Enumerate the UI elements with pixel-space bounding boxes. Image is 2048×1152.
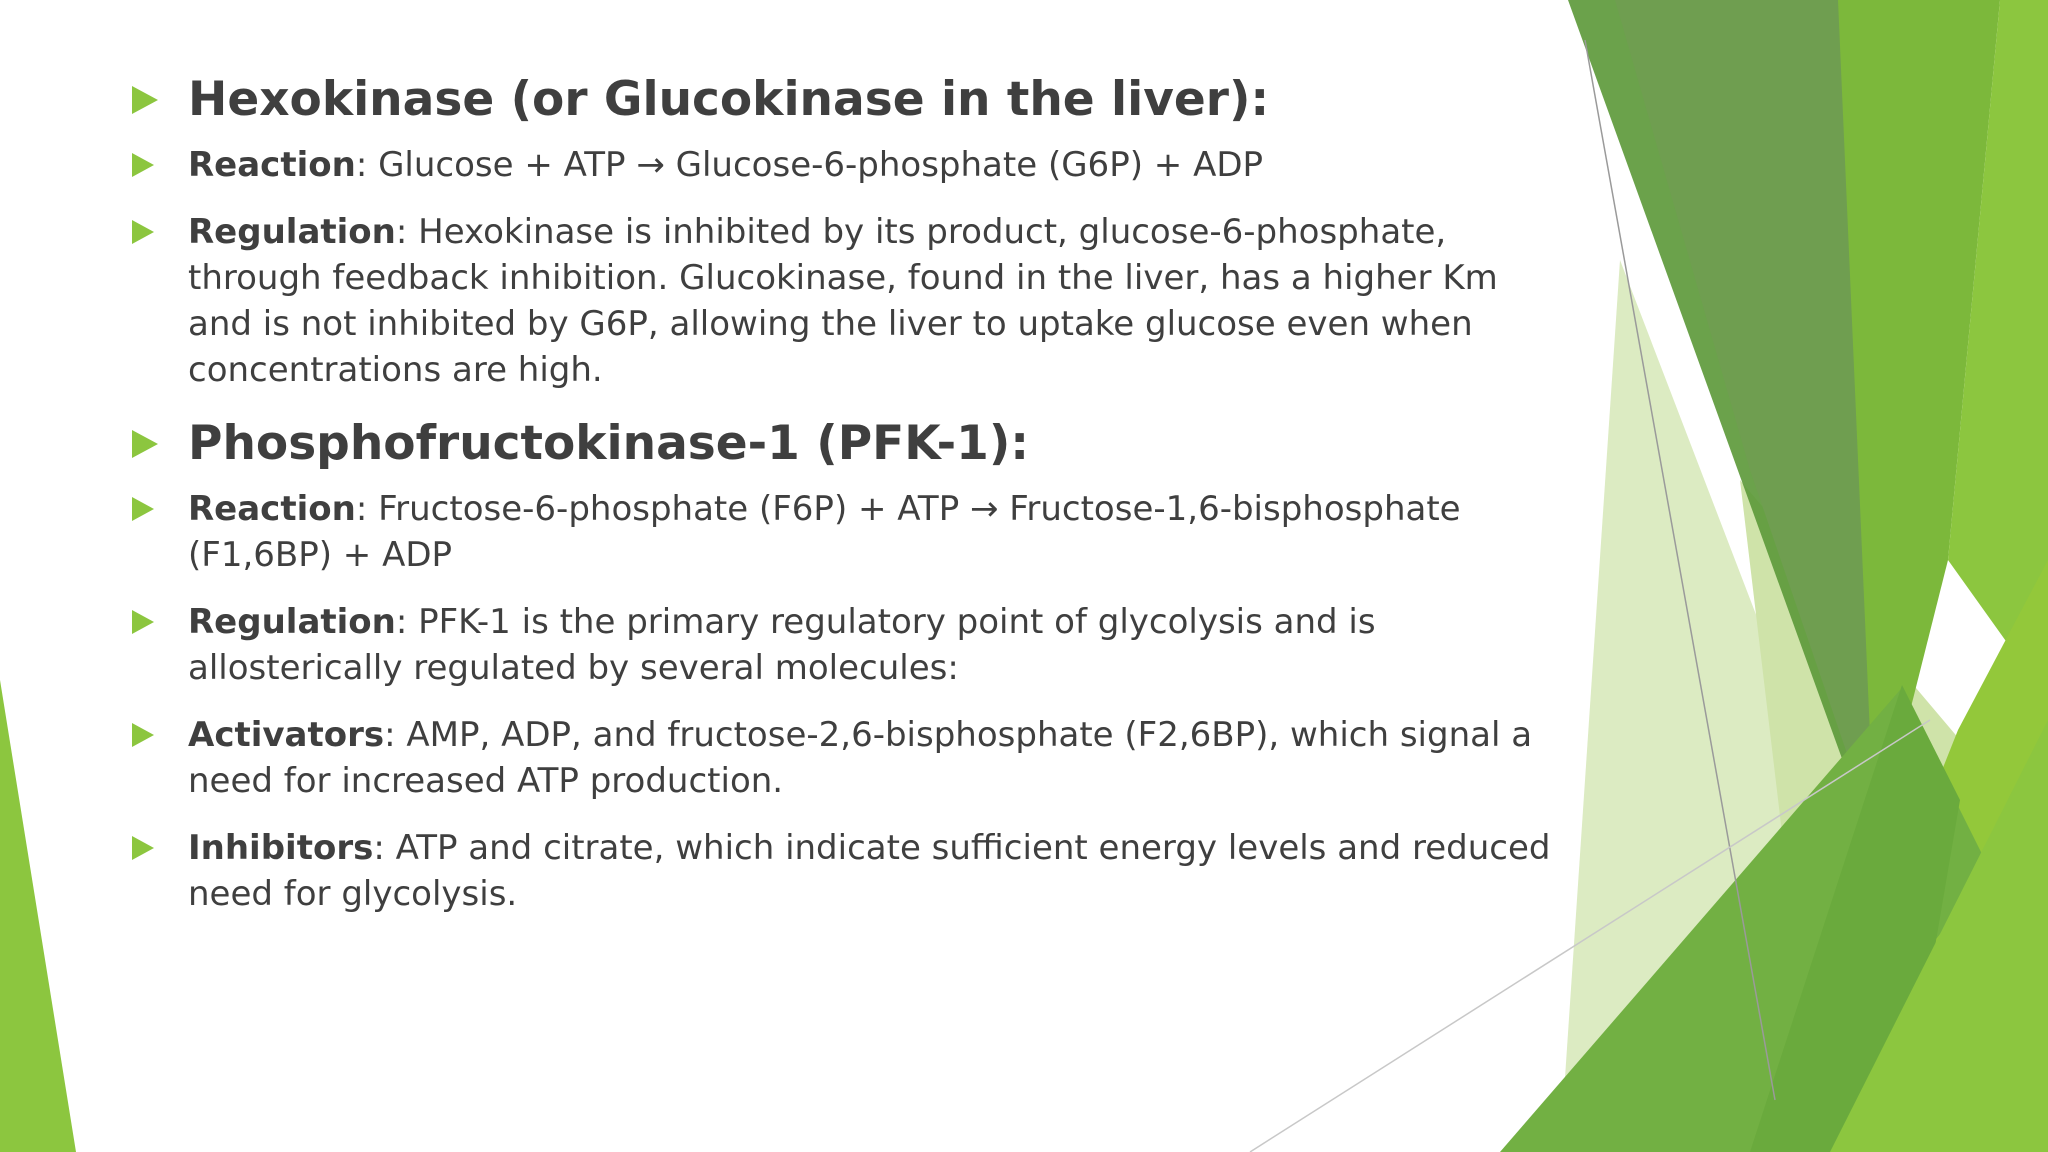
bullet-label: Regulation — [188, 212, 396, 252]
triangle-bullet-icon — [132, 153, 154, 177]
bullet-inhibitors — [132, 825, 1552, 917]
triangle-bullet-icon — [132, 86, 158, 114]
heading-text: Hexokinase (or Glucokinase in the liver): — [188, 72, 1270, 127]
triangle-bullet-icon — [132, 836, 154, 860]
bullet-reaction-pfk1 — [132, 486, 1552, 578]
triangle-bullet-icon — [132, 220, 154, 244]
heading-text: Phosphofructokinase-1 (PFK-1): — [188, 416, 1030, 471]
bullet-label: Reaction — [188, 489, 356, 529]
left-edge-triangle — [0, 680, 76, 1152]
triangle-bullet-icon — [132, 610, 154, 634]
triangle-bullet-icon — [132, 497, 154, 521]
bullet-label: Activators — [188, 715, 385, 755]
bullet-label: Inhibitors — [188, 828, 374, 868]
triangle-bullet-icon — [132, 430, 158, 458]
bullet-activators — [132, 712, 1552, 804]
bullet-text: : PFK-1 is the primary regulatory point of glycolysis and is allosterically regulated by several molecules: — [188, 602, 1376, 688]
bullet-text: : Glucose + ATP → Glucose-6-phosphate (G6P) + ADP — [355, 145, 1264, 185]
bullet-text: : Hexokinase is inhibited by its product, glucose-6-phosphate, through feedback inhibition. Glucokinase, found in the liver, has a higher Km and is not inhibited by G6P, allowing the liver to uptake glucose even when concentrations are high. — [188, 212, 1498, 390]
section-heading-pfk1 — [132, 414, 1552, 474]
triangle-bullet-icon — [132, 723, 154, 747]
section-heading-hexokinase — [132, 70, 1552, 130]
bullet-text: : Fructose-6-phosphate (F6P) + ATP → Fructose-1,6-bisphosphate (F1,6BP) + ADP — [188, 489, 1461, 575]
bullet-label: Reaction — [188, 145, 356, 185]
bullet-text: : AMP, ADP, and fructose-2,6-bisphosphate (F2,6BP), which signal a need for increased ATP production. — [188, 715, 1533, 801]
bullet-regulation-hexokinase — [132, 209, 1552, 393]
bullet-regulation-pfk1 — [132, 599, 1552, 691]
slide-content — [132, 70, 1552, 938]
bullet-reaction-hexokinase — [132, 142, 1552, 188]
bullet-label: Regulation — [188, 602, 396, 642]
bullet-text: : ATP and citrate, which indicate sufficient energy levels and reduced need for glycolysis. — [188, 828, 1551, 914]
